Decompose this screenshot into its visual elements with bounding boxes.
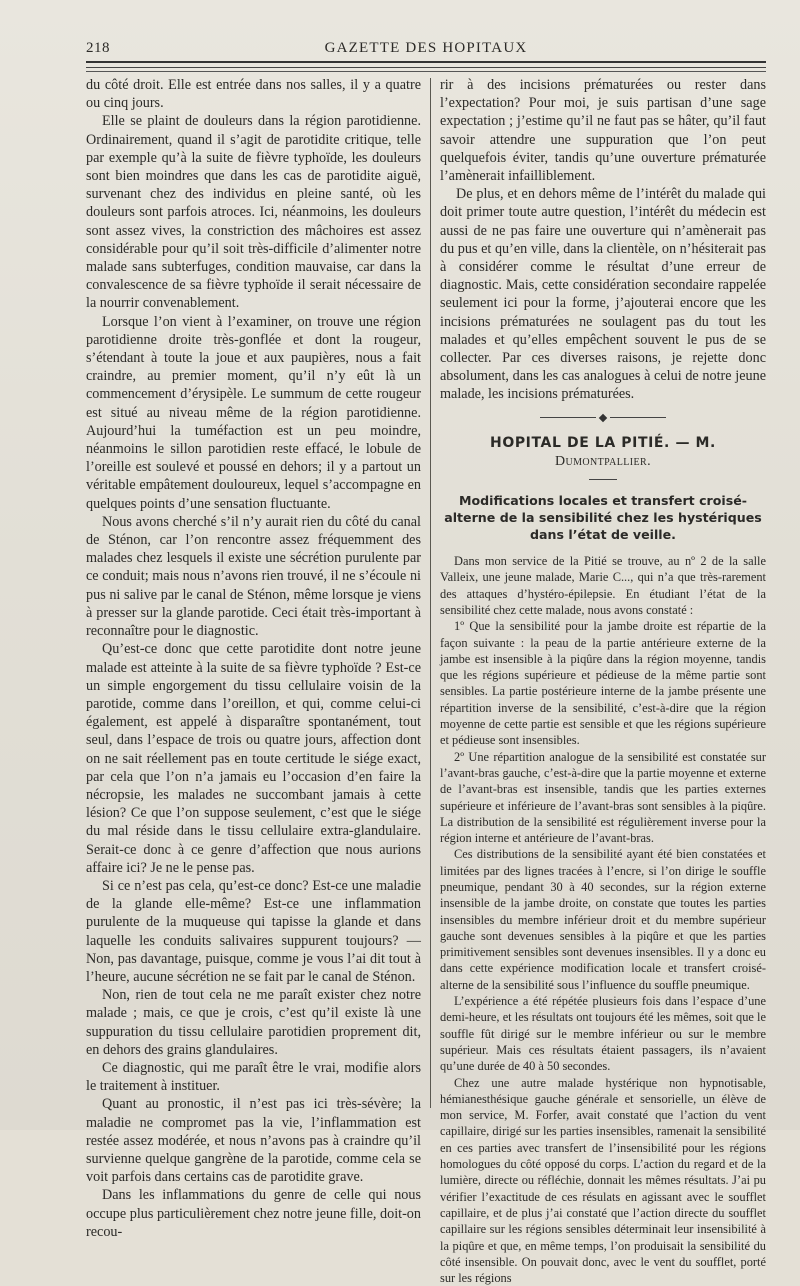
paragraph: Dans les inflammations du genre de celle qui nous occupe plus particulièrement chez notre jeune fille, doit-on recou- — [86, 1187, 421, 1240]
left-column — [86, 76, 421, 1241]
doctor-name: Dumontpallier. — [554, 453, 652, 469]
paragraph: De plus, et en dehors même de l’intérêt du malade qui doit primer toute autre question, l’intérêt du médecin est aussi de ne pas faire une ouverture qui n’amènerait pas du pus et qu’en ville, dans la clientèle, on n’hésiterait pas à considérer comme le résultat d’une erreur de diagnostic. Mais, cette considération secondaire rappelée seulement ici pour la forme, j’ajouterai encore que les incisions prématurées ne soulagent pas du tout les malades et qu’elles empêchent souvent le pus de se collecter. Par ces diverses raisons, je rejette donc absolument, dans les cas analogues à celui de notre jeune malade, les incisions prématurées. — [440, 186, 766, 403]
paragraph: Nous avons cherché s’il n’y aurait rien du côté du canal de Sténon, car l’on rencontre assez fréquemment des malades chez lesquels il existe une sécrétion purulente par ce conduit; mais nous n’avons rien trouvé, il ne s’écoule ni pus ni salive par le canal de Sténon, même lorsque je viens à presser sur la glande parotide. Ceci était très-important à reconnaître pour le diagnostic. — [86, 513, 421, 640]
running-title: GAZETTE DES HOPITAUX — [324, 40, 528, 56]
paragraph: du côté droit. Elle est entrée dans nos salles, il y a quatre ou cinq jours. — [86, 77, 421, 112]
hospital-heading — [440, 434, 766, 471]
article-title: Modifications locales et transfert croisé-alterne de la sensibilité chez les hystériques dans l’état de veille. — [444, 493, 762, 543]
header-rule-thick — [86, 61, 766, 63]
paragraph: 2º Une répartition analogue de la sensibilité est constatée sur l’avant-bras gauche, c’est-à-dire que la partie moyenne et externe de l’avant-bras est insensible, tandis que les parties externes supérieure et inférieure de l’avant-bras sont sensibles à la piqûre. La distribution de la sensibilité est régulièrement inverse pour la région interne et antérieure de l’avant-bras. — [440, 749, 766, 846]
header-rule-thin-lower — [86, 71, 766, 72]
column-divider — [430, 78, 431, 1108]
paragraph: Qu’est-ce donc que cette parotidite dont notre jeune malade est atteinte à la suite de sa fièvre typhoïde ? Est-ce un simple engorgement du tissu cellulaire voisin de la parotide, comme dans l’oreillon, et qui, comme celui-ci également, est appelé à disparaître spontanément, tout seul, dans l’espace de trois ou quatre jours, affection dont on ne sait réellement pas en toute certitude le siége exact, par cela que l’on n’a jamais eu l’occasion d’en faire la nécropsie, les malades ne succombant jamais à cette lésion? Ce que l’on suppose seulement, c’est que le siége du mal réside dans le tissu cellulaire extra-glandulaire. Serait-ce donc à ce genre d’affection que nous aurions affaire ici? Je ne le pense pas. — [86, 641, 421, 876]
paragraph: Lorsque l’on vient à l’examiner, on trouve une région parotidienne droite très-gonflée et dont la rougeur, s’étendant à toute la joue et aux paupières, nous a fait craindre, au premier moment, qu’il n’y eût là un commencement d’érysipèle. Le summum de cette rougeur est situé au niveau même de la région parotidienne. Aujourd’hui la tuméfaction est un peu moindre, néanmoins le sillon parotidien reste effacé, le lobule de l’oreille est soulevé et poussé en dehors; il y a partout un véritable empâtement douloureux, lequel s’accompagne en quelques points d’une sensation fluctuante. — [86, 313, 421, 512]
right-column — [440, 76, 766, 1286]
paragraph: rir à des incisions prématurées ou rester dans l’expectation? Pour moi, je suis partisan d’une sage expectation ; j’estime qu’il ne faut pas se hâter, qu’il faut savoir attendre une suppuration que l’on peut quelquefois éviter, tandis qu’une ouverture prématurée l’amènerait infailliblement. — [440, 77, 766, 185]
article-body — [440, 553, 766, 1286]
paragraph: Si ce n’est pas cela, qu’est-ce donc? Est-ce une maladie de la glande elle-même? Est-ce une inflammation purulente de la muqueuse qui tapisse la glande et dans laquelle les conduits salivaires suppurent toujours? — Non, pas davantage, puisque, comme je vous l’ai dit tout à l’heure, aucune sécrétion ne se fait par le canal de Sténon. — [86, 877, 421, 985]
hospital-name: HOPITAL DE LA PITIÉ. — M. — [490, 434, 716, 451]
paragraph: Ces distributions de la sensibilité ayant été bien constatées et limitées par des lignes tracées à l’encre, si l’on dirige le souffle pneumique, pendant 30 à 40 secondes, sur la région externe insensible de la jambe droite, on constate que toutes les parties insensibles du membre inférieur droit et du membre supérieur gauche sont devenues sensibles à la piqûre et que les parties primitivement sensibles sont devenues insensibles. Il y a donc eu dans cette expérience modification locale et transfert croisé-alterne de la sensibilité sous l’influence du souffle pneumique. — [440, 847, 766, 992]
page-number: 218 — [86, 40, 110, 56]
paragraph: Elle se plaint de douleurs dans la région parotidienne. Ordinairement, quand il s’agit de parotidite critique, telle par exemple qu’à la suite de fièvre typhoïde, les douleurs sont bien moindres que dans les cas de parotidite aiguë, survenant chez des individus en pleine santé, où les douleurs sont parfois atroces. Ici, néanmoins, les douleurs sont assez vives, la constriction des mâchoires est assez considérable pour qu’il soit très-difficile d’alimenter notre malade sans subterfuges, condition mauvaise, car dans la convalescence de sa fièvre typhoïde il serait nécessaire de la nourrir convenablement. — [86, 113, 421, 312]
paragraph: L’expérience a été répétée plusieurs fois dans l’espace d’une demi-heure, et les résultats ont toujours été les mêmes, soit que le souffle fût dirigé sur le membre inférieur ou sur le membre supérieur. Mais ces résultats étaient passagers, ils n’avaient qu’une durée de 40 à 50 secondes. — [440, 994, 766, 1074]
paragraph: Non, rien de tout cela ne me paraît exister chez notre malade ; mais, ce que je crois, c’est qu’il existe là une suppuration du tissu cellulaire parotidien proprement dit, en dehors des grains glandulaires. — [86, 987, 421, 1058]
section-separator — [440, 414, 766, 422]
header-rule-thin — [86, 67, 766, 68]
paragraph: Chez une autre malade hystérique non hypnotisable, hémianesthésique gauche générale et sensorielle, un élève de mon service, M. Forfer, avait constaté que l’action du vent capillaire, dirigé sur les parties insensibles, ramenait la sensibilité en ces parties avec transfert de l’insensibilité pour les régions homologues du côté opposé du corps. L’action du regard et de la lumière, directe ou réfléchie, donnait les mêmes résultats. J’ai pu vérifier l’exactitude de ces résulats en agissant avec le soufflet capillaire, et de plus j’ai constaté que l’action directe du soufflet capillaire sur les régions sensibles déterminait leur insensibilité à la piqûre et que, en même temps, l’on produisait la sensibilité du côté insensible. On pouvait donc, avec le vent du soufflet, porté sur les régions — [440, 1075, 766, 1286]
paragraph: 1º Que la sensibilité pour la jambe droite est répartie de la façon suivante : la peau de la partie antérieure externe de la jambe est insensible à la piqûre dans la région moyenne, tandis que les régions supérieure et pédieuse de la même partie sont sensibles. La partie postérieure interne de la jambe présente une répartition inverse de la sensibilité, c’est-à-dire que la région moyenne de cette partie est sensible et que les régions supérieure et pédieuse sont insensibles. — [440, 619, 766, 748]
paragraph: Quant au pronostic, il n’est pas ici très-sévère; la maladie ne compromet pas la vie, l’inflammation est restée assez modérée, et nous n’avons pas à craindre qu’il survienne quelque gangrène de la parotide, comme cela se voit parfois dans certains cas de parotidite grave. — [86, 1096, 421, 1186]
short-rule — [589, 479, 617, 480]
diamond-ornament-icon — [599, 413, 607, 421]
paragraph: Dans mon service de la Pitié se trouve, au nº 2 de la salle Valleix, une jeune malade, Marie C..., qui n’a que très-rarement des attaques d’hystéro-épilepsie. En étudiant l’état de la sensibilité chez cette malade, nous avons constaté : — [440, 554, 766, 617]
paragraph: Ce diagnostic, qui me paraît être le vrai, modifie alors le traitement à instituer. — [86, 1059, 421, 1095]
